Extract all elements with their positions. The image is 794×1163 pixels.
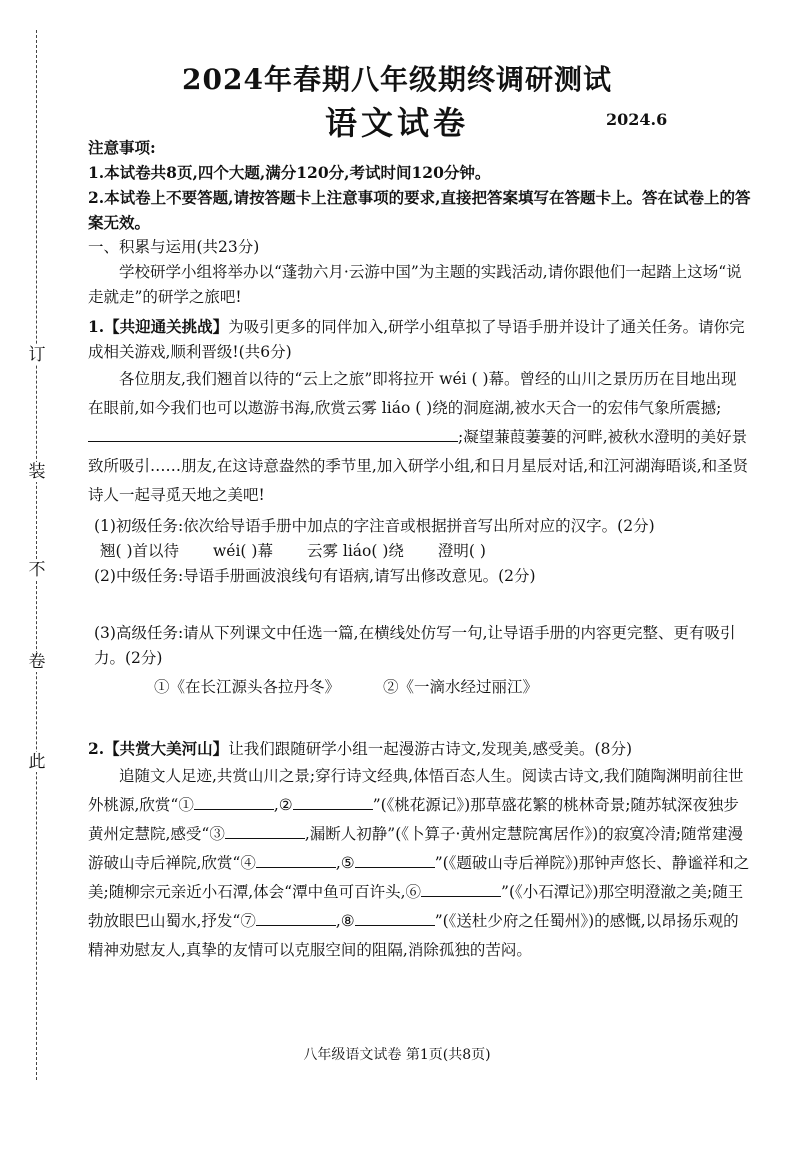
q2-s5: ,⑤ [335, 854, 355, 872]
q1-passage-p2: ;凝望蒹葭萋萋的河畔,被秋水澄明的美好景致所吸引……朋友,在这诗意盎然的季节里,加入研学小组,和日月星辰对话,和江河湖海晤谈,和圣贤诗人一起寻觅天地之美吧! [88, 428, 749, 504]
margin-char-ding: 订 [28, 345, 46, 365]
q2-stem [88, 736, 752, 762]
choice-1: ①《在长江源头各拉丹冬》 [154, 678, 341, 696]
margin-char-bu: 不 [28, 560, 46, 580]
task1-item-wei: wéi( )幕 [213, 542, 273, 560]
q1-imitation-blank[interactable] [88, 425, 458, 442]
blank-3[interactable] [225, 822, 305, 839]
blank-6[interactable] [421, 880, 501, 897]
q2-tag: 2.【共赏大美河山】 [88, 739, 229, 758]
notice-item-1: 1.本试卷共8页,四个大题,满分120分,考试时间120分钟。 [88, 163, 491, 182]
blank-2[interactable] [293, 793, 373, 810]
choice-2: ②《一滴水经过丽江》 [382, 678, 538, 696]
q2-text: 让我们跟随研学小组一起漫游古诗文,发现美,感受美。(8分) [228, 740, 632, 758]
blank-5[interactable] [355, 851, 435, 868]
q1-passage [88, 365, 752, 510]
exam-content [88, 135, 752, 965]
notice-heading: 注意事项: [88, 138, 156, 157]
blank-1[interactable] [194, 793, 274, 810]
q2-s7: ”(《小石潭记》)那空明澄澈之美;随王勃放眼巴山蜀水,抒发“⑦ [88, 883, 744, 930]
section1-intro: 学校研学小组将举办以“蓬勃六月·云游中国”为主题的实践活动,请你跟他们一起踏上这场“说走就走”的研学之旅吧! [88, 263, 742, 306]
exam-title: 2024年春期八年级期终调研测试 [182, 63, 612, 96]
section1-heading: 一、积累与运用(共23分) [88, 238, 260, 256]
q2-passage [88, 762, 752, 965]
notice-item-2: 2.本试卷上不要答题,请按答题卡上注意事项的要求,直接把答案填写在答题卡上。答在试卷上的答案无效。 [88, 188, 751, 232]
q2-s3: ”(《桃花源记》)那草盛花繁的桃林奇景;随苏轼深夜独步黄州定慧院,感受“③ [88, 796, 739, 843]
q1-choices [88, 675, 752, 700]
q2-s8: ,⑧ [335, 912, 355, 930]
blank-7[interactable] [256, 909, 336, 926]
margin-char-zhuang: 装 [28, 462, 46, 482]
page-footer: 八年级语文试卷 第1页(共8页) [303, 1047, 491, 1063]
exam-subtitle: 语文试卷 [324, 104, 469, 142]
q2-s9: ”(《送杜少府之任蜀州》)的感慨,以昂扬乐观的精神劝慰友人,真挚的友情可以克服空间的阻隔,消除孤独的苦闷。 [88, 912, 739, 959]
margin-char-ci: 此 [28, 752, 46, 772]
q2-s2: ,② [273, 796, 293, 814]
blank-8[interactable] [355, 909, 435, 926]
q1-stem [88, 314, 752, 365]
q1-text: 为吸引更多的同伴加入,研学小组草拟了导语手册并设计了通关任务。请你完成相关游戏,顺利晋级!(共6分) [88, 318, 745, 361]
q1-passage-p1: 各位朋友,我们翘首以待的“云上之旅”即将拉开 wéi ( )幕。曾经的山川之景历历在目地出现在眼前,如今我们也可以遨游书海,欣赏云雾 liáo ( )绕的洞庭湖,被水天合一的宏伟气象所震撼; [88, 370, 737, 417]
blank-4[interactable] [256, 851, 336, 868]
exam-date: 2024.6 [606, 110, 668, 129]
margin-char-juan: 卷 [28, 652, 46, 672]
q1-task3: (3)高级任务:请从下列课文中任选一篇,在横线处仿写一句,让导语手册的内容更完整、更有吸引力。(2分) [94, 624, 736, 667]
q2-s1: 追随文人足迹,共赏山川之景;穿行诗文经典,体悟百态人生。阅读古诗文,我们随陶渊明前往世外桃源,欣赏“① [88, 767, 744, 814]
q1-task1: (1)初级任务:依次给导语手册中加点的字注音或根据拼音写出所对应的汉字。(2分) [94, 517, 655, 535]
task1-item-cheng: 澄明( ) [437, 542, 486, 560]
q1-task1-items [88, 539, 752, 564]
binding-dashed-line [36, 30, 37, 1080]
task1-item-qiao: 翘( )首以待 [100, 542, 180, 560]
q2-s4: ,漏断人初静”(《卜算子·黄州定慧院寓居作》)的寂寞冷清;随常建漫游破山寺后禅院,欣赏“④ [88, 825, 743, 872]
task1-item-liao: 云雾 liáo( )绕 [306, 542, 404, 560]
q2-s6: ”(《题破山寺后禅院》)那钟声悠长、静谧祥和之美;随柳宗元亲近小石潭,体会“潭中鱼可百许头,⑥ [88, 854, 750, 901]
q1-tag: 1.【共迎通关挑战】 [88, 317, 229, 336]
q1-task2: (2)中级任务:导语手册画波浪线句有语病,请写出修改意见。(2分) [94, 567, 536, 585]
